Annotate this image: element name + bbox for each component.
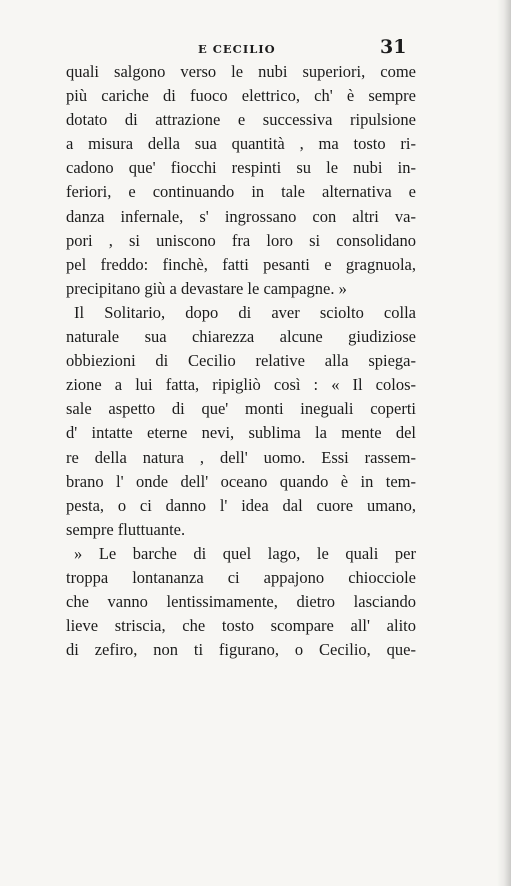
text-line: quali salgono verso le nubi superiori, come: [66, 62, 416, 81]
running-head: [0, 38, 511, 62]
text-line: danza infernale, s' ingrossano con altri va-: [66, 206, 416, 226]
page-number: 31: [380, 36, 407, 58]
text-line: sale aspetto di que' monti ineguali coperti: [66, 399, 416, 419]
running-title: E CECILIO: [198, 42, 276, 56]
text-line: re della natura , dell' uomo. Essi rassem-: [66, 447, 416, 467]
text-line: Il Solitario, dopo di aver sciolto colla: [74, 302, 416, 322]
text-line: obbiezioni di Cecilio relative alla spiega-: [66, 351, 416, 371]
text-line: a misura della sua quantità , ma tosto ri-: [66, 134, 416, 154]
text-line: cadono que' fiocchi respinti su le nubi in-: [66, 158, 416, 178]
text-line: dotato di attrazione e successiva ripulsione: [66, 110, 416, 130]
text-line: » Le barche di quel lago, le quali per: [74, 543, 416, 563]
body-text: [66, 60, 416, 662]
text-line: pel freddo: finchè, fatti pesanti e gragnuola,: [66, 254, 416, 274]
text-line: lieve striscia, che tosto scompare all' alito: [66, 616, 416, 636]
text-line: pesta, o ci danno l' idea dal cuore umano,: [66, 495, 416, 515]
text-line: feriori, e continuando in tale alternativa e: [66, 182, 416, 202]
text-line: che vanno lentissimamente, dietro lasciando: [66, 592, 416, 612]
text-line: brano l' onde dell' oceano quando è in tem-: [66, 471, 416, 491]
text-line: sempre fluttuante.: [66, 519, 186, 539]
page-edge-shadow: [497, 0, 511, 886]
text-line: più cariche di fuoco elettrico, ch' è sempre: [66, 86, 416, 106]
text-line: troppa lontananza ci appajono chiocciole: [66, 567, 416, 587]
text-line: di zefiro, non ti figurano, o Cecilio, que-: [66, 640, 416, 660]
text-line: d' intatte eterne nevi, sublima la mente del: [66, 423, 416, 443]
text-line: pori , si uniscono fra loro si consolidano: [66, 230, 416, 250]
text-line: zione a lui fatta, ripigliò così : « Il colos-: [66, 375, 416, 395]
text-line: precipitano giù a devastare le campagne. »: [66, 278, 347, 298]
text-line: naturale sua chiarezza alcune giudiziose: [66, 327, 416, 347]
